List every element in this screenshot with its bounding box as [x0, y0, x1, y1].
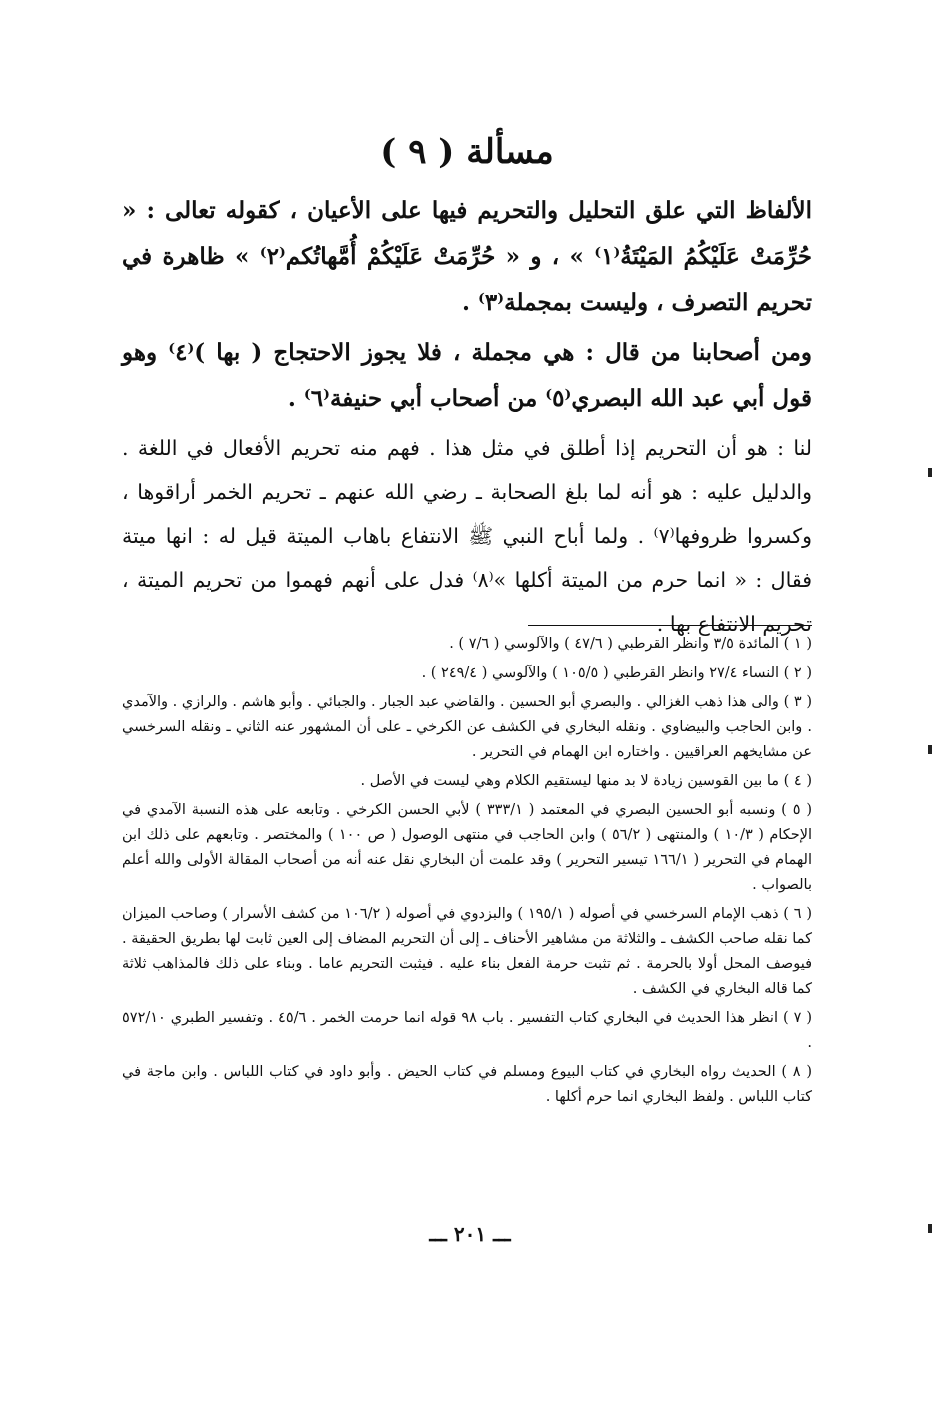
- margin-mark: [928, 745, 932, 754]
- footnotes: [122, 632, 812, 1114]
- footnote-2: ( ٢ ) النساء ٢٧/٤ وانظر القرطبي ( ١٠٥/٥ ) والآلوسي ( ٢٤٩/٤ ) .: [421, 665, 812, 681]
- page-number: ـــ ٢٠١ ـــ: [429, 1222, 511, 1246]
- margin-mark: [928, 468, 932, 477]
- footnote-4: ( ٤ ) ما بين القوسين زيادة لا بد منها ليستقيم الكلام وهي ليست في الأصل .: [360, 773, 812, 789]
- main-text: [122, 188, 812, 646]
- footnote-7: ( ٧ ) انظر هذا الحديث في البخاري كتاب التفسير . باب ٩٨ قوله انما حرمت الخمر . ٤٥/٦ . وتفسير الطبري ٥٧٢/١٠ .: [122, 1010, 813, 1051]
- footnote-1: ( ١ ) المائدة ٣/٥ وانظر القرطبي ( ٤٧/٦ ) والآلوسي ( ٧/٦ ) .: [449, 636, 812, 652]
- footnote-separator: [528, 625, 812, 626]
- footnote-6: ( ٦ ) ذهب الإمام السرخسي في أصوله ( ١٩٥/١ ) والبزدوي في أصوله ( ١٠٦/٢ من كشف الأسرار ) وصاحب الميزان كما نقله صاحب الكشف ـ والثلاثة من مشاهير الأحناف ـ إلى أن التحريم المضاف إلى العين ثابت لها بطريق الحقيقة . فيوصف المحل أولا بالحرمة . ثم تثبت حرمة الفعل بناء عليه . فيثبت التحريم عاما . وبناء على ذلك فالمذاهب ثلاثة كما قاله البخاري في الكشف .: [122, 906, 812, 997]
- footnote-5: ( ٥ ) ونسبه أبو الحسين البصري في المعتمد ( ٣٣٣/١ ) لأبي الحسن الكرخي . وتابعه على هذه النسبة الآمدي في الإحكام ( ١٠/٣ ) والمنتهى ( ٥٦/٢ ) وابن الحاجب في منتهى الوصول ( ص ١٠٠ ) والمختصر . وتابعهم على ذلك ابن الهمام في التحرير ( ١٦٦/١ تيسير التحرير ) وقد علمت أن البخاري نقل عنه أنه من أصحاب المقالة الأولى والله أعلم بالصواب .: [122, 802, 812, 893]
- main-paragraph-2: ومن أصحابنا من قال : هي مجملة ، فلا يجوز الاحتجاج ( بها )⁽٤⁾ وهو قول أبي عبد الله البصري⁽٥⁾ من أصحاب أبي حنيفة⁽٦⁾ .: [122, 339, 812, 412]
- footnote-3: ( ٣ ) والى هذا ذهب الغزالي . والبصري أبو الحسين . والقاضي عبد الجبار . والجبائي . وأبو هاشم . والرازي . والآمدي . وابن الحاجب والبيضاوي . ونقله البخاري في الكشف عن الكرخي ـ على أن المشهور عنه الثاني ـ ونقله السرخسي عن مشايخهم العراقيين . واختاره ابن الهمام في التحرير .: [122, 694, 812, 760]
- main-paragraph-1: الألفاظ التي علق التحليل والتحريم فيها على الأعيان ، كقوله تعالى : « حُرِّمَتْ عَلَيْكُمُ المَيْتَةُ⁽١⁾ » ، و « حُرِّمَتْ عَلَيْكُمْ أُمَّهاتُكم⁽٢⁾ » ظاهرة في تحريم التصرف ، وليست بمجملة⁽٣⁾ .: [122, 197, 812, 316]
- margin-mark: [928, 1224, 932, 1233]
- footnote-8: ( ٨ ) الحديث رواه البخاري في كتاب البيوع ومسلم في كتاب الحيض . وأبو داود في كتاب اللباس . وابن ماجة في كتاب اللباس . ولفظ البخاري انما حرم أكلها .: [122, 1064, 812, 1105]
- section-title: مسألة ( ٩ ): [380, 132, 554, 172]
- main-paragraph-3: لنا : هو أن التحريم إذا أطلق في مثل هذا . فهم منه تحريم الأفعال في اللغة . والدليل عليه : هو أنه لما بلغ الصحابة ـ رضي الله عنهم ـ تحريم الخمر أراقوها ، وكسروا ظروفها⁽٧⁾ . ولما أباح النبي ﷺ الانتفاع باهاب الميتة قيل له : انها ميتة فقال : « انما حرم من الميتة أكلها »⁽٨⁾ فدل على أنهم فهموا من تحريم الميتة ، تحريم الانتفاع بها .: [122, 436, 812, 636]
